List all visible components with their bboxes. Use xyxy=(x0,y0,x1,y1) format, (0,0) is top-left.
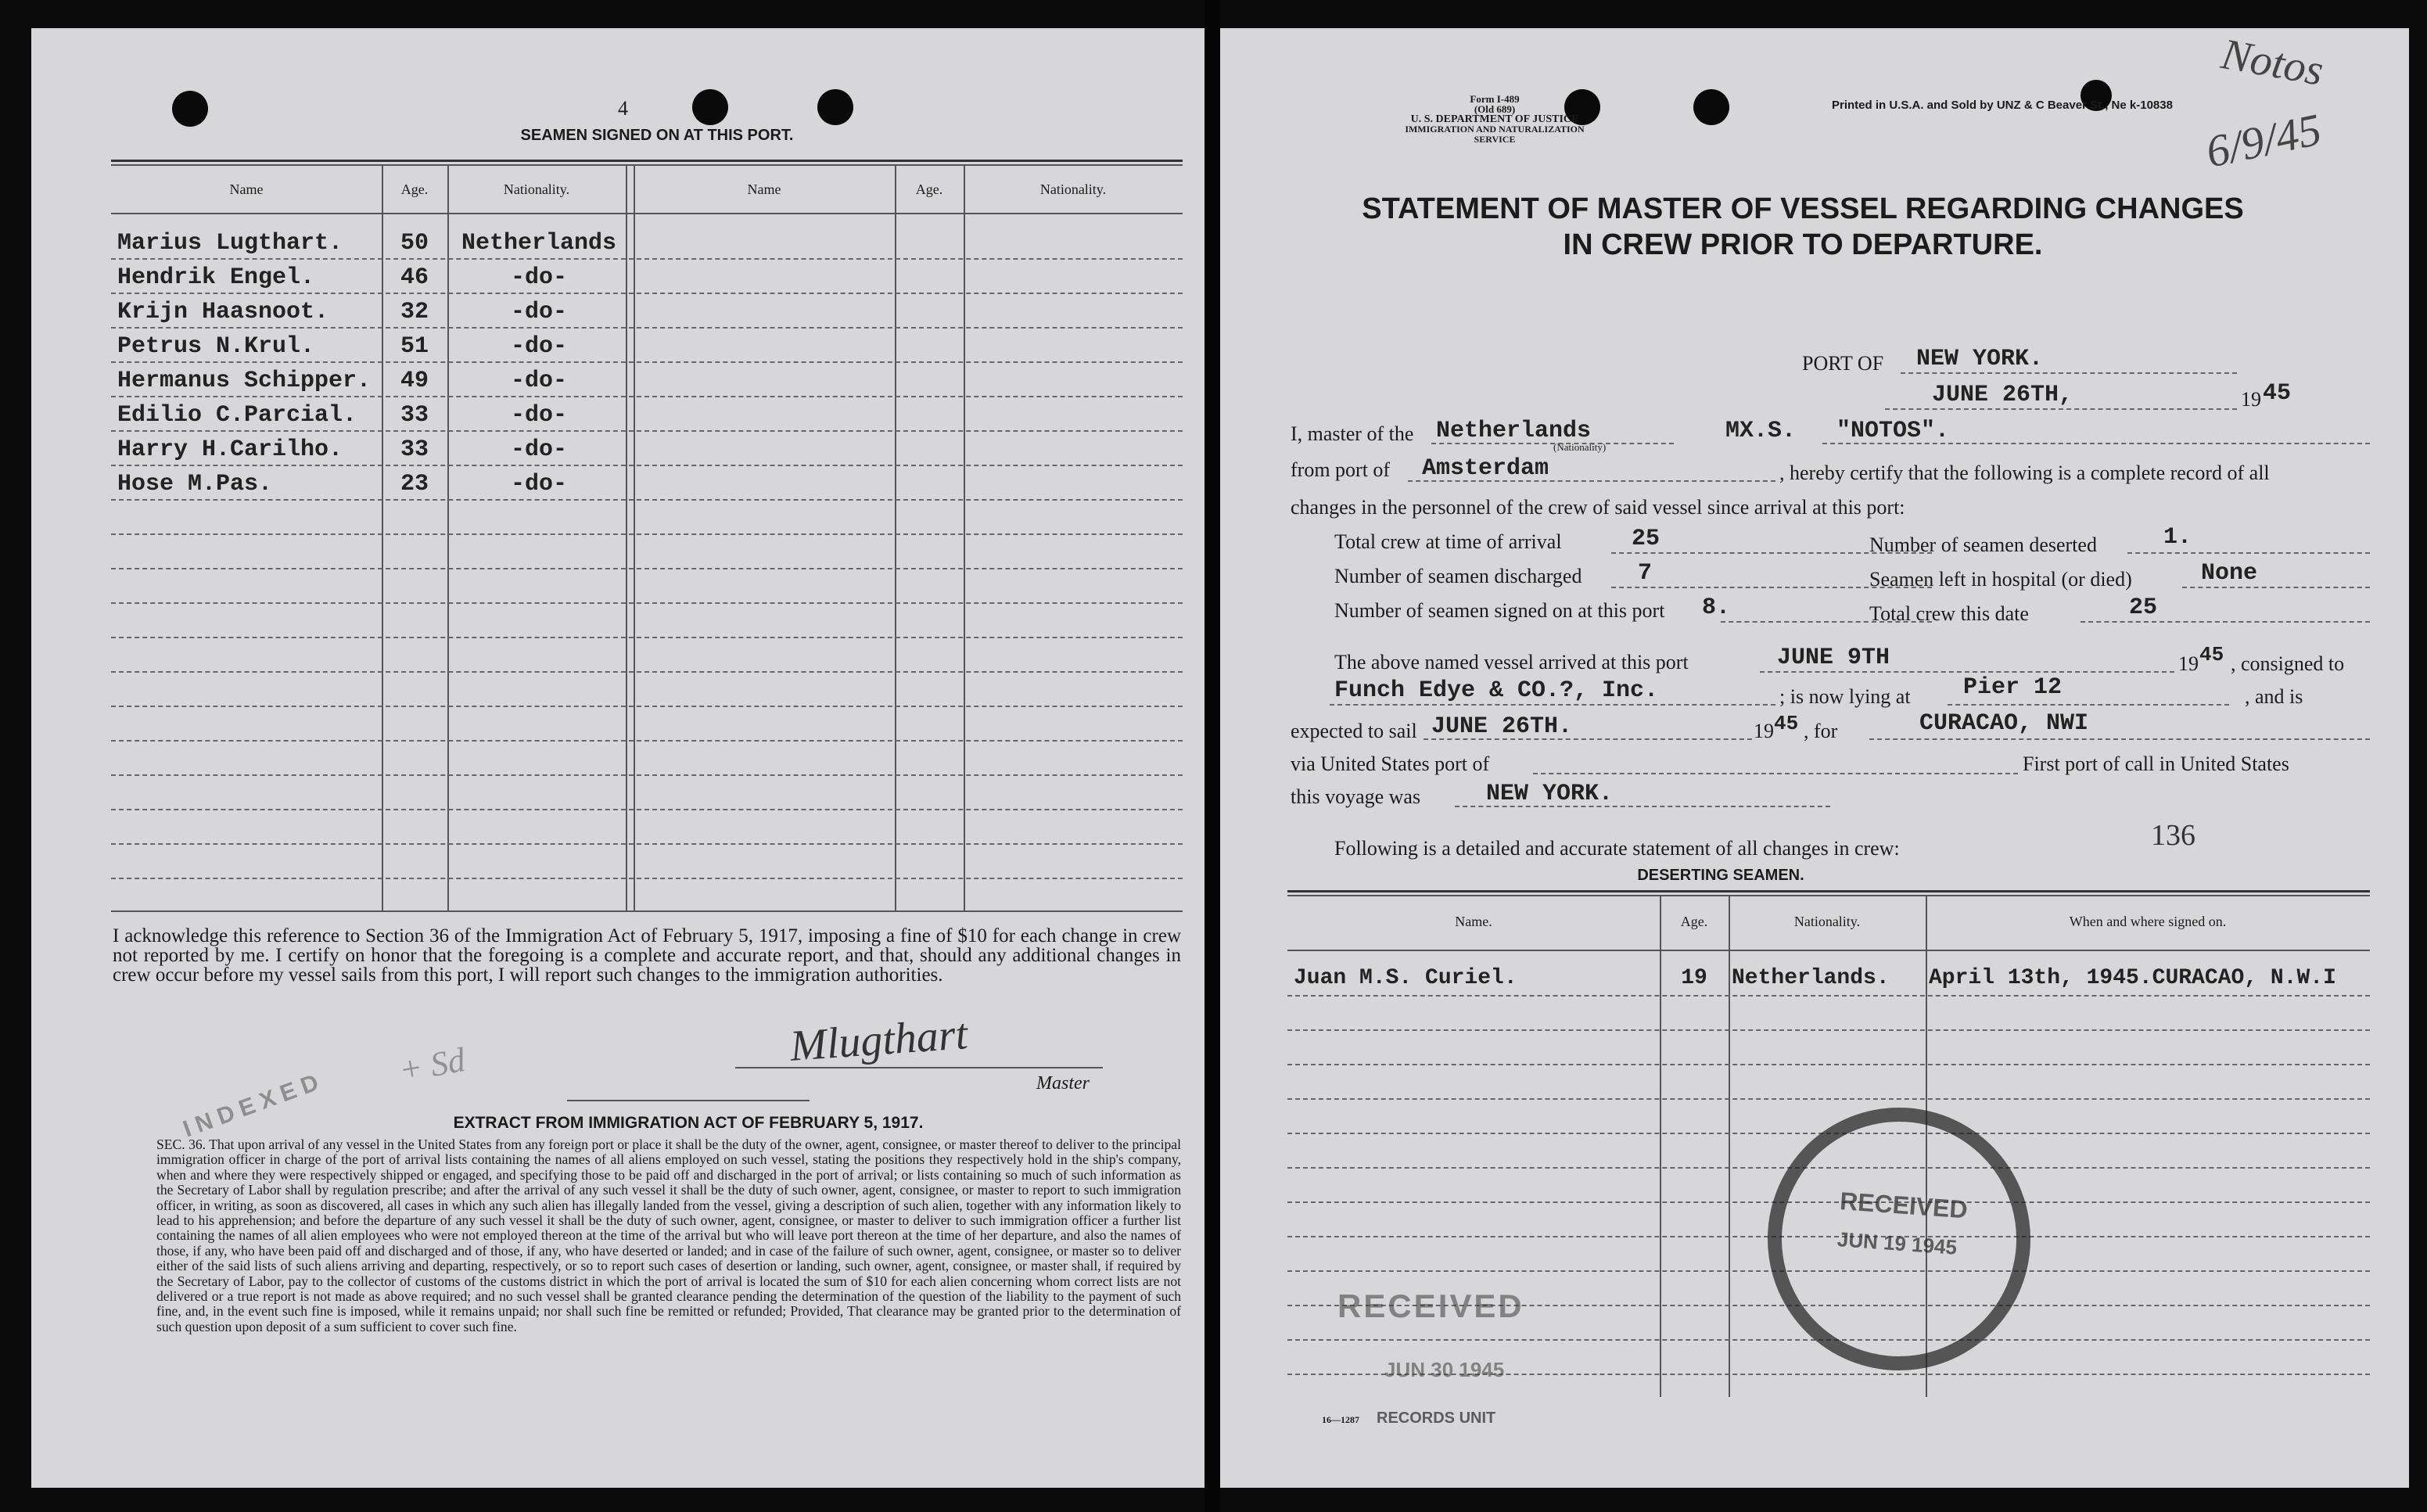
right-page xyxy=(1220,28,2409,1488)
row-rule xyxy=(1287,995,2370,997)
deserting-header-name: Name. xyxy=(1455,914,1492,929)
row-rule xyxy=(111,706,1183,707)
column-header-nationality: Nationality. xyxy=(503,181,570,197)
seaman-nationality: -do- xyxy=(510,402,567,429)
discharged-label: Number of seamen discharged xyxy=(1334,565,1582,587)
row-rule xyxy=(111,843,1183,845)
sail-year-value: 45 xyxy=(1774,712,1799,735)
page-gutter xyxy=(1205,0,1220,1512)
column-header-name: Name xyxy=(229,181,264,197)
deserter-nationality: Netherlands. xyxy=(1732,966,1890,990)
fill-line xyxy=(1330,704,1775,706)
row-rule xyxy=(111,809,1183,810)
round-stamp-date: JUN 19 1945 xyxy=(1836,1227,1958,1259)
seaman-age: 32 xyxy=(400,299,429,325)
column-header-nationality: Nationality. xyxy=(1039,181,1107,197)
seaman-nationality: -do- xyxy=(510,333,567,360)
table-header-rule xyxy=(1287,950,2370,951)
sail-date-value: JUNE 26TH. xyxy=(1431,713,1573,740)
column-divider xyxy=(1729,896,1730,1397)
handwritten-date: 6/9/45 xyxy=(2201,103,2326,178)
row-rule xyxy=(111,878,1183,879)
master-of-label: I, master of the xyxy=(1291,422,1414,445)
row-rule xyxy=(111,533,1183,535)
table-top-rule xyxy=(1287,890,2370,892)
expected-label: expected to sail xyxy=(1291,720,1417,742)
deserting-header-age: Age. xyxy=(1680,914,1708,929)
deserted-label: Number of seamen deserted xyxy=(1869,533,2097,556)
row-rule xyxy=(111,671,1183,673)
nationality-hint: (Nationality) xyxy=(1553,441,1607,453)
first-port-label: First port of call in United States xyxy=(2023,752,2289,775)
master-label: Master xyxy=(1036,1073,1090,1094)
seaman-age: 50 xyxy=(400,230,429,257)
footer-code: 16—1287 xyxy=(1322,1414,1359,1425)
arrived-year-value: 45 xyxy=(2199,643,2224,666)
row-rule xyxy=(1287,1098,2370,1100)
form-number xyxy=(1389,94,1600,145)
seaman-name: Marius Lugthart. xyxy=(117,230,343,257)
certify-text: , hereby certify that the following is a complete record of all xyxy=(1779,462,2270,484)
round-received-stamp xyxy=(1750,1090,2047,1387)
column-divider xyxy=(964,166,965,910)
fill-line xyxy=(1424,738,1752,740)
year-value: 45 xyxy=(2263,380,2292,407)
deserter-age: 19 xyxy=(1681,966,1707,990)
arrived-label: The above named vessel arrived at this port xyxy=(1334,651,1689,673)
via-label: via United States port of xyxy=(1291,752,1490,775)
service-name: IMMIGRATION AND NATURALIZATION SERVICE xyxy=(1405,124,1585,145)
row-rule xyxy=(111,396,1183,397)
extract-rule xyxy=(567,1100,810,1101)
acknowledgment-text: I acknowledge this reference to Section 36 of the Immigration Act of February 5, 1917, imposing a fine of $10 for each change in crew not reported by me. I certify on honor that the foregoing is a complete and accurate report, and that, should any additional changes in crew occur before my vessel sails from this port, I will report such changes to the immigration authorities. xyxy=(113,925,1181,986)
voyage-label: this voyage was xyxy=(1291,785,1421,808)
seaman-name: Petrus N.Krul. xyxy=(117,333,315,360)
statement-title-line1: STATEMENT OF MASTER OF VESSEL REGARDING CHANGES xyxy=(1362,192,2244,225)
row-rule xyxy=(111,499,1183,501)
seaman-age: 23 xyxy=(400,471,429,497)
destination-value: CURACAO, NWI xyxy=(1919,710,2089,737)
page-number: 4 xyxy=(618,97,628,120)
column-header-age: Age. xyxy=(915,181,943,197)
seamen-signed-heading: SEAMEN SIGNED ON AT THIS PORT. xyxy=(520,127,794,144)
table-top-rule xyxy=(111,164,1183,166)
handwritten-vessel-name: Notos xyxy=(2217,30,2328,95)
received-stamp: RECEIVED xyxy=(1337,1288,1524,1324)
total-crew-arrival-label: Total crew at time of arrival xyxy=(1334,530,1562,553)
form-number-text: Form I-489 xyxy=(1470,93,1520,105)
total-crew-date-label: Total crew this date xyxy=(1869,602,2029,625)
arrived-value: JUNE 9TH xyxy=(1777,645,1890,671)
fill-line xyxy=(1455,806,1830,807)
and-is-label: , and is xyxy=(2245,685,2303,708)
fill-line xyxy=(1822,443,2370,444)
voyage-value: NEW YORK. xyxy=(1486,781,1614,807)
port-value: NEW YORK. xyxy=(1916,346,2044,372)
seaman-nationality: -do- xyxy=(510,299,567,325)
arrived-year: 19 xyxy=(2178,652,2199,675)
seaman-age: 46 xyxy=(400,264,429,291)
consignee-value: Funch Edye & CO.?, Inc. xyxy=(1334,677,1659,704)
deserting-heading: DESERTING SEAMEN. xyxy=(1637,867,1804,884)
punch-hole xyxy=(1693,89,1729,125)
hospital-label: Seamen left in hospital (or died) xyxy=(1869,568,2132,591)
pier-value: Pier 12 xyxy=(1963,674,2063,701)
for-label: , for xyxy=(1804,720,1838,742)
statement-title xyxy=(1283,191,2323,263)
fill-line xyxy=(1408,480,1775,482)
table-header-rule xyxy=(111,213,1183,214)
handwritten-mark: + Sd xyxy=(396,1040,469,1090)
date-value: JUNE 26TH, xyxy=(1932,382,2073,408)
seaman-nationality: Netherlands xyxy=(461,230,617,257)
deserter-signed-on: April 13th, 1945.CURACAO, N.W.I xyxy=(1929,966,2336,990)
received-stamp-date: JUN 30 1945 xyxy=(1384,1358,1505,1381)
row-rule xyxy=(111,774,1183,776)
seaman-nationality: -do- xyxy=(510,436,567,463)
row-rule xyxy=(111,568,1183,569)
vessel-name: "NOTOS". xyxy=(1836,418,1950,444)
punch-hole xyxy=(172,91,208,127)
deserted-value: 1. xyxy=(2163,524,2192,551)
table-top-rule xyxy=(111,160,1183,162)
total-crew-date-value: 25 xyxy=(2129,594,2158,621)
signed-on-value: 8. xyxy=(1702,594,1731,621)
seaman-name: Krijn Haasnoot. xyxy=(117,299,329,325)
row-rule xyxy=(1287,1029,2370,1031)
changes-text: changes in the personnel of the crew of said vessel since arrival at this port: xyxy=(1291,496,1905,519)
fill-line xyxy=(2081,621,2370,623)
row-rule xyxy=(111,637,1183,638)
indexed-stamp: INDEXED xyxy=(179,1067,329,1143)
column-divider xyxy=(626,166,627,910)
extract-title: EXTRACT FROM IMMIGRATION ACT OF FEBRUARY 5, 1917. xyxy=(453,1114,924,1132)
fill-line xyxy=(1901,372,2237,374)
column-divider xyxy=(634,166,635,910)
row-rule xyxy=(1287,1064,2370,1065)
form-old-number: (Old 689) xyxy=(1474,103,1516,115)
row-rule xyxy=(111,430,1183,432)
left-page xyxy=(31,28,1205,1488)
fill-line xyxy=(2182,587,2370,588)
row-rule xyxy=(111,465,1183,466)
year-prefix: 19 xyxy=(2241,388,2261,411)
seaman-name: Harry H.Carilho. xyxy=(117,436,343,463)
column-divider xyxy=(447,166,449,910)
seaman-name: Hermanus Schipper. xyxy=(117,368,372,394)
following-text: Following is a detailed and accurate statement of all changes in crew: xyxy=(1334,837,1900,860)
discharged-value: 7 xyxy=(1638,560,1653,587)
fill-line xyxy=(2127,552,2370,554)
nationality-value: Netherlands xyxy=(1436,418,1592,444)
from-port-value: Amsterdam xyxy=(1422,455,1549,482)
column-header-name: Name xyxy=(747,181,781,197)
row-rule xyxy=(111,258,1183,260)
fill-line xyxy=(1431,443,1674,444)
vessel-type: MX.S. xyxy=(1725,418,1797,444)
deserting-header-nationality: Nationality. xyxy=(1793,914,1861,929)
round-stamp-text: RECEIVED xyxy=(1839,1187,1969,1224)
row-rule xyxy=(111,293,1183,294)
statement-title-line2: IN CREW PRIOR TO DEPARTURE. xyxy=(1563,228,2043,261)
fill-line xyxy=(1760,671,2174,673)
seaman-nationality: -do- xyxy=(510,368,567,394)
from-port-label: from port of xyxy=(1291,458,1391,481)
hospital-value: None xyxy=(2201,560,2258,587)
row-rule xyxy=(111,740,1183,742)
signed-on-label: Number of seamen signed on at this port xyxy=(1334,599,1665,622)
master-signature: Mlugthart xyxy=(788,1010,970,1071)
table-top-rule xyxy=(1287,895,2370,896)
punch-hole xyxy=(692,89,728,125)
fill-line xyxy=(1885,408,2237,410)
column-divider xyxy=(895,166,896,910)
department-name: U. S. DEPARTMENT OF JUSTICE xyxy=(1410,113,1579,125)
row-rule xyxy=(111,361,1183,363)
signature-line xyxy=(735,1067,1103,1068)
sail-year: 19 xyxy=(1754,720,1774,742)
handwritten-number: 136 xyxy=(2151,819,2195,852)
seaman-name: Hendrik Engel. xyxy=(117,264,315,291)
seaman-age: 51 xyxy=(400,333,429,360)
footer-unit: RECORDS UNIT xyxy=(1377,1410,1496,1427)
consigned-label: , consigned to xyxy=(2231,652,2345,675)
seaman-age: 49 xyxy=(400,368,429,394)
deserting-header-signed: When and where signed on. xyxy=(2069,914,2227,929)
fill-line xyxy=(1533,773,2018,774)
seaman-nationality: -do- xyxy=(510,264,567,291)
column-header-age: Age. xyxy=(400,181,429,197)
lying-label: ; is now lying at xyxy=(1779,685,1911,708)
table-bottom-rule xyxy=(111,910,1183,912)
extract-text: SEC. 36. That upon arrival of any vessel in the United States from any foreign port or place it shall be the duty of the owner, agent, consignee, or master thereof to deliver to the principal immigration officer in charge of the port of arrival lists containing the names of all aliens employed on such vessel, stating the positions they respectively hold in the ship's company, when and where they were respectively shipped or engaged, and specifying those to be paid off and discharged in the port of arrival; or lists containing so much of such information as the Secretary of Labor shall by regulation prescribe; and after the arrival of any such vessel it shall be the duty of such owner, agent, consignee, or master to report to such immigration officer, in writing, as soon as discovered, all cases in which any such alien has illegally landed from the vessel, giving a description of such alien, together with any information likely to lead to his apprehension; and before the departure of any such vessel it shall be the duty of such owner, agent, consignee, or master to deliver to such immigration officer a further list containing the names of all alien employees who were not employed thereon at the time of the arrival but who will leave port thereon at the time of her departure, and also the names of those, if any, who have been paid off and discharged and of those, if any, who have deserted or landed; and in case of the failure of such owner, agent, consignee, or master so to deliver either of the said lists of such aliens arriving and departing, respectively, or so to report such cases of desertion or landing, such owner, agent, consignee, or master shall, if required by the Secretary of Labor, pay to the collector of customs of the customs district in which the port of arrival is located the sum of $10 for each alien concerning whom correct lists are not delivered or a true report is not made as above required; and no such vessel shall be granted clearance pending the determination of the question of the liability to the payment of such fine, and, in the event such fine is imposed, while it remains unpaid; nor shall such fine be remitted or refunded; Provided, That clearance may be granted prior to the determination of such question upon deposit of a sum sufficient to cover such fine. xyxy=(156,1137,1181,1334)
printer-notice: Printed in U.S.A. and Sold by UNZ & C Beaver St., Ne k-10838 xyxy=(1832,99,2173,112)
row-rule xyxy=(111,602,1183,604)
seaman-name: Hose M.Pas. xyxy=(117,471,273,497)
row-rule xyxy=(111,327,1183,329)
fill-line xyxy=(1869,738,2370,740)
punch-hole xyxy=(817,89,853,125)
seaman-name: Edilio C.Parcial. xyxy=(117,402,357,429)
seaman-age: 33 xyxy=(400,436,429,463)
seaman-age: 33 xyxy=(400,402,429,429)
port-label: PORT OF xyxy=(1802,352,1884,375)
seaman-nationality: -do- xyxy=(510,471,567,497)
fill-line xyxy=(1948,704,2229,706)
total-crew-arrival-value: 25 xyxy=(1632,526,1660,552)
deserter-name: Juan M.S. Curiel. xyxy=(1294,966,1517,990)
